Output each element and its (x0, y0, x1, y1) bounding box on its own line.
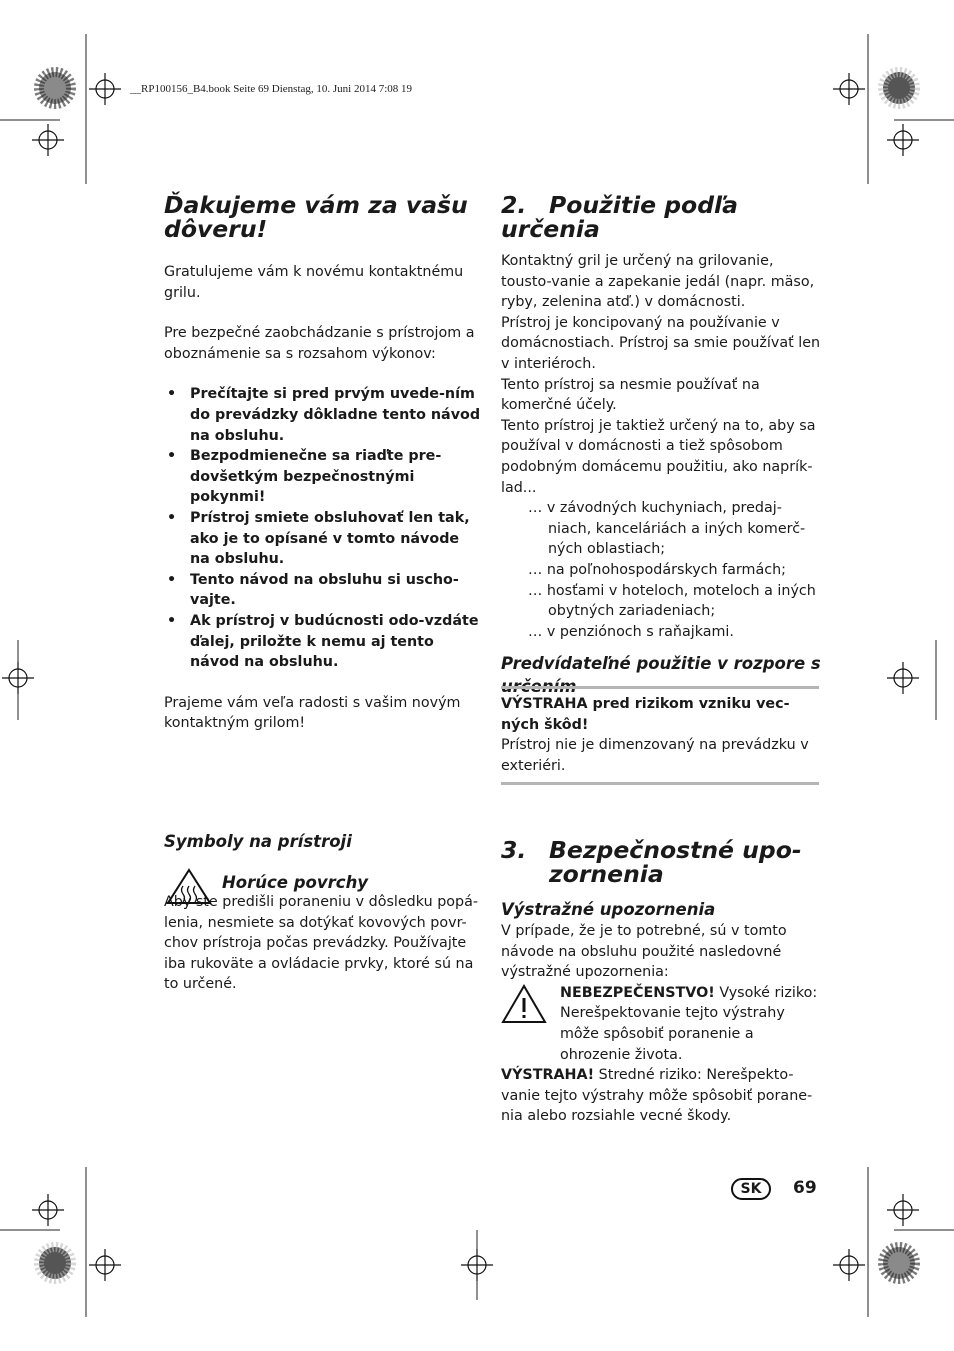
list-item: … v penziónoch s raňajkami. (528, 623, 734, 640)
property-warning-title: VÝSTRAHA pred rizikom vzniku vec-ných škôd! (501, 696, 790, 733)
symbols-heading: Symboly na prístroji (164, 832, 352, 851)
usage-paragraph-4: Tento prístroj je taktiež určený na to, aby sa používal v domácnosti a tiež spôsobom podobným domácemu použitiu, ako naprík-lad... (501, 417, 816, 496)
symbols-section (164, 830, 482, 995)
misuse-heading: Predvídateľné použitie v rozpore s určením (501, 654, 821, 697)
section-2-title: 2. Použitie podľa určenia (501, 191, 738, 243)
page-number: 69 (793, 1178, 817, 1198)
section-3-number: 3. (501, 836, 527, 864)
usage-locations-list (501, 498, 821, 642)
wishes-paragraph: Prajeme vám veľa radosti s vašim novým kontaktným grilom! (164, 694, 461, 732)
bullet-item: • Tento návod na obsluhu si uscho-vajte. (164, 570, 482, 611)
right-column (501, 193, 821, 698)
vystraha-text: VÝSTRAHA! Stredné riziko: Nerešpekto-vanie tejto výstrahy môže spôsobiť porane-nia alebo rozsiahle vecné škody. (501, 1067, 813, 1125)
property-warning-text: Prístroj nie je dimenzovaný na prevádzku v exteriéri. (501, 737, 809, 774)
usage-paragraph-2: Prístroj je koncipovaný na používanie v domácnostiach. Prístroj sa smie používať len v interiéroch. (501, 314, 821, 372)
list-item: … hosťami v hoteloch, moteloch a iných obytných zariadeniach; (528, 582, 816, 620)
hot-surfaces-text: Aby ste predišli poraneniu v dôsledku popá-lenia, nesmiete sa dotýkať kovových povr-chov prístroja počas prevádzky. Používajte iba rukoväte a ovládacie prvky, ktoré sú na to určené. (164, 894, 479, 993)
warning-box-top-rule (501, 686, 819, 689)
file-info-header: __RP100156_B4.book Seite 69 Dienstag, 10. Juni 2014 7:08 19 (130, 83, 413, 95)
section-3-title: 3. Bezpečnostné upo-zornenia (501, 836, 802, 888)
list-item: … v závodných kuchyniach, predaj-niach, kanceláriách a iných komerč-ných oblastiach; (528, 500, 806, 558)
section-2-number: 2. (501, 191, 527, 219)
warning-box-bottom-rule (501, 782, 819, 785)
thanks-title: Ďakujeme vám za vašu dôveru! (164, 191, 468, 243)
instruction-bullet-list (164, 384, 482, 672)
list-item: … na poľnohospodárskych farmách; (528, 561, 786, 578)
warnings-heading: Výstražné upozornenia (501, 900, 716, 919)
bullet-item: • Bezpodmienečne sa riaďte pre-dovšetkým bezpečnostnými pokynmi! (164, 446, 482, 508)
usage-paragraph-1: Kontaktný gril je určený na grilovanie, tousto-vanie a zapekanie jedál (napr. mäso, ryby, zelenina atď.) v domácnosti. (501, 253, 815, 311)
bullet-item: • Ak prístroj v budúcnosti odo-vzdáte ďalej, priložte k nemu aj tento návod na obsluhu. (164, 611, 482, 673)
language-badge: SK (731, 1178, 771, 1200)
congrats-paragraph: Gratulujeme vám k novému kontaktnému grilu. (164, 264, 464, 301)
left-column (164, 193, 482, 734)
danger-text: NEBEZPEČENSTVO! Vysoké riziko: Nerešpektovanie tejto výstrahy môže spôsobiť poranenie a ohrozenie života. (560, 984, 818, 1063)
usage-paragraph-3: Tento prístroj sa nesmie používať na komerčné účely. (501, 376, 760, 414)
bullet-item: • Prečítajte si pred prvým uvede-ním do prevádzky dôkladne tento návod na obsluhu. (164, 384, 482, 446)
hot-surfaces-heading: Horúce povrchy (222, 873, 369, 892)
danger-warning-icon (501, 984, 547, 1024)
safety-section (501, 838, 821, 1127)
hot-surface-icon (166, 867, 212, 905)
property-warning-box (501, 694, 821, 776)
warnings-intro: V prípade, že je to potrebné, sú v tomto návode na obsluhu použité nasledovné výstražné upozornenia: (501, 923, 787, 981)
bullet-item: • Prístroj smiete obsluhovať len tak, ako je to opísané v tomto návode na obsluhu. (164, 508, 482, 570)
safety-intro-paragraph: Pre bezpečné zaobchádzanie s prístrojom a oboznámenie sa s rozsahom výkonov: (164, 325, 475, 362)
